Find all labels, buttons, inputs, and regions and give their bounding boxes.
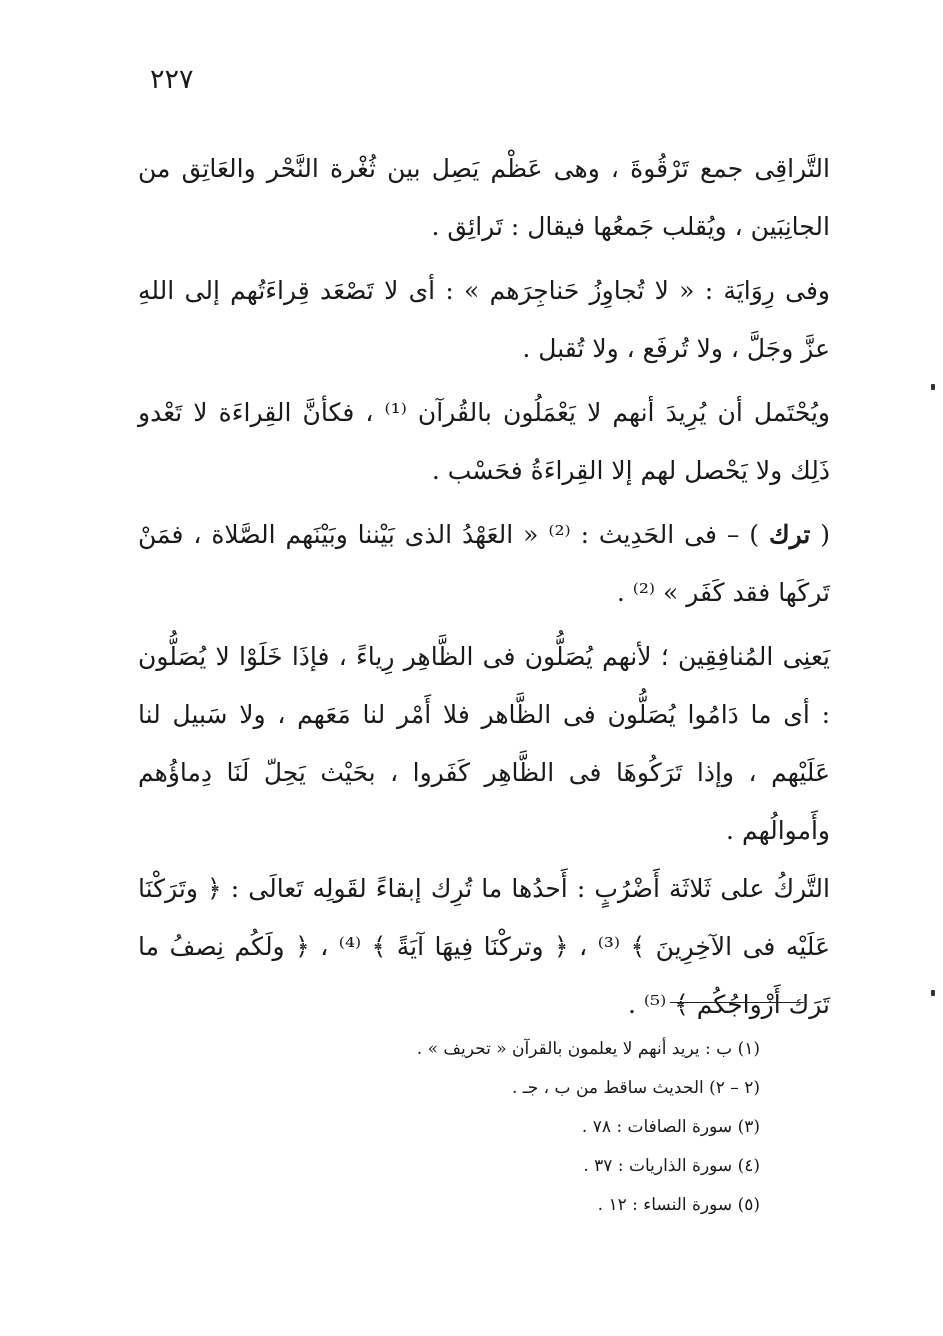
footnote-3: (٣) سورة الصافات : ٧٨ .	[581, 1117, 760, 1137]
headword-close: )	[749, 520, 760, 549]
headword-open: (	[820, 520, 831, 549]
hadith-text: – فى الحَدِيث : ⁽²⁾ « العَهْدُ الذى بَيْننا وبَيْنَهم الصَّلاة ، فمَنْ تَركَها فقد كَفَر » ⁽²⁾ .	[138, 520, 830, 607]
footnotes	[250, 1030, 760, 1225]
page-number: ٢٢٧	[150, 64, 194, 95]
headword: ترك	[768, 520, 811, 549]
footnote-4: (٤) سورة الذاريات : ٣٧ .	[583, 1156, 760, 1176]
main-text	[138, 140, 830, 1034]
scan-edge-mark	[931, 384, 935, 390]
paragraph-tark: التَّركُ على ثَلاثَة أَضْرُبٍ : أَحدُها ما تُرِك إبقاءً لقَولِه تَعالَى : ﴿ وتَرَكْنَا عَلَيْه فى الآخِرِينَ ﴾ ⁽³⁾ ، ﴿ وتركْنَا فِيهَا آيَةً ﴾ ⁽⁴⁾ ، ﴿ ولَكُم نِصفُ ما تَرَك أَزْواجُكُم ﴾ ⁽⁵⁾ .	[138, 874, 830, 1019]
scan-edge-mark	[931, 990, 935, 996]
paragraph-riwaya: وفى رِوَايَة : « لا تُجاوِزُ حَناجِرَهم » : أى لا تَصْعَد قِراءَتُهم إلى اللهِ عزَّ وجَلَّ ، ولا تُرفَع ، ولا تُقبل .	[138, 276, 830, 363]
paragraph-headword-hadith	[138, 506, 830, 622]
footnote-1: (١) ب : يريد أنهم لا يعلمون بالقرآن « تحريف » .	[416, 1039, 760, 1059]
paragraph-yuhtamal: ويُحْتَمل أن يُرِيدَ أنهم لا يَعْمَلُون بالقُرآن ⁽¹⁾ ، فكأنَّ القِراءَة لا تَعْدو ذَلِك ولا يَحْصل لهم إلا القِراءَةُ فحَسْب .	[138, 398, 830, 485]
footnote-2: (٢ – ٢) الحديث ساقط من ب ، جـ .	[511, 1078, 760, 1098]
paragraph-taraqi: التَّراقِى جمع تَرْقُوةَ ، وهى عَظْم يَصِل بين ثُغْرة النَّحْر والعَاتِق من الجانِبَين ، ويُقلب جَمعُها فيقال : تَرائِق .	[138, 154, 830, 241]
footnote-divider	[670, 1002, 804, 1003]
paragraph-munafiqin: يَعنِى المُنافِقِين ؛ لأنهم يُصَلُّون فى الظَّاهِر رِياءً ، فإذَا خَلَوْا لا يُصَلُّون : أى ما دَامُوا يُصَلُّون فى الظَّاهر فلا أَمْر لنا مَعَهم ، ولا سَبيل لنا عَلَيْهم ، وإذا تَرَكُوهَا فى الظَّاهِر كَفَروا ، بحَيْث يَحِلّ لَنَا دِماؤُهم وأَموالُهم .	[138, 642, 830, 845]
footnote-5: (٥) سورة النساء : ١٢ .	[597, 1195, 760, 1215]
